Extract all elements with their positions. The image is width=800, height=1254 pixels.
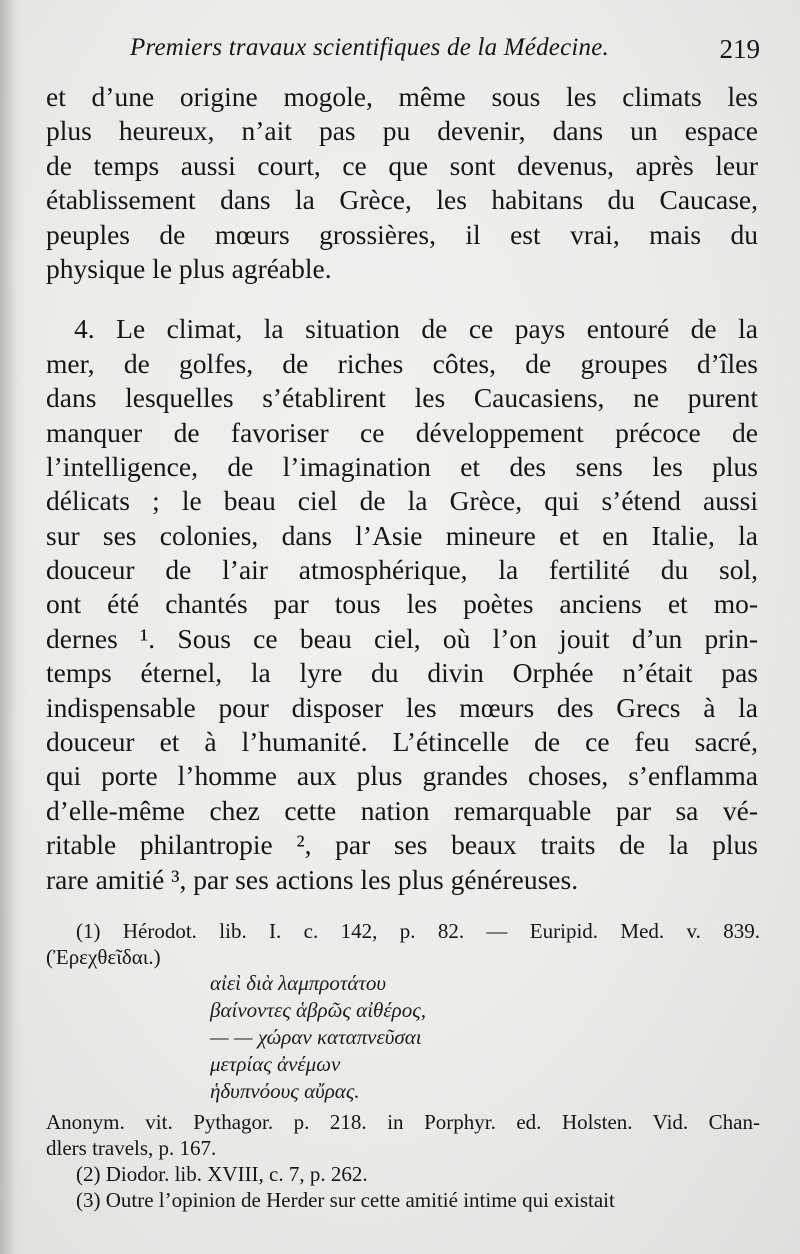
text-line: et d’une origine mogole, même sous les climats les bbox=[46, 81, 758, 112]
text-line: d’elle-même chez cette nation remarquable par sa vé- bbox=[46, 794, 758, 826]
greek-line: βαίνοντες ἁβρῶς αἰθέρος, bbox=[210, 998, 426, 1022]
greek-line: μετρίας ἀνέμων bbox=[210, 1052, 341, 1076]
footnote-1-line: dlers travels, p. 167. bbox=[46, 1136, 217, 1160]
footnote-3: (3) Outre l’opinion de Herder sur cette amitié intime qui existait bbox=[76, 1188, 615, 1212]
paragraph-2 bbox=[46, 312, 758, 897]
greek-line: ἡδυπνόους αὔρας. bbox=[210, 1079, 360, 1103]
text-line: 4. Le climat, la situation de ce pays entouré de la bbox=[74, 313, 758, 345]
text-line: douceur et à l’humanité. L’étincelle de ce feu sacré, bbox=[46, 726, 758, 758]
text-line: l’intelligence, de l’imagination et des sens les plus bbox=[46, 450, 758, 482]
text-line: dans lesquelles s’établirent les Caucasiens, ne purent bbox=[46, 382, 758, 414]
footnote-1-line: Anonym. vit. Pythagor. p. 218. in Porphyr. ed. Holsten. Vid. Chan- bbox=[46, 1110, 760, 1134]
main-text bbox=[46, 80, 758, 897]
text-line: mer, de golfes, de riches côtes, de groupes d’îles bbox=[46, 347, 758, 379]
text-line: sur ses colonies, dans l’Asie mineure et en Italie, la bbox=[46, 519, 758, 551]
text-line: délicats ; le beau ciel de la Grèce, qui s’étend aussi bbox=[46, 485, 758, 517]
text-line: qui porte l’homme aux plus grandes choses, s’enflamma bbox=[46, 760, 758, 792]
page-number: 219 bbox=[719, 34, 760, 64]
text-line: dernes ¹. Sous ce beau ciel, où l’on jouit d’un prin- bbox=[46, 622, 758, 654]
footnote-2: (2) Diodor. lib. XVIII, c. 7, p. 262. bbox=[76, 1162, 368, 1186]
greek-line: — — χώραν καταπνεῦσαι bbox=[210, 1025, 422, 1049]
greek-line: αἰεὶ διὰ λαμπροτάτου bbox=[210, 971, 387, 995]
paragraph-1 bbox=[46, 80, 758, 286]
text-line: manquer de favoriser ce développement précoce de bbox=[46, 416, 758, 448]
footnote-1-line: (1) Hérodot. lib. I. c. 142, p. 82. — Euripid. Med. v. 839. bbox=[76, 919, 760, 943]
running-title: Premiers travaux scientifiques de la Médecine. bbox=[130, 34, 609, 61]
page-header bbox=[130, 34, 760, 74]
text-line: peuples de mœurs grossières, il est vrai, mais du bbox=[46, 218, 758, 250]
text-line: établissement dans la Grèce, les habitans du Caucase, bbox=[46, 184, 758, 216]
text-line: temps éternel, la lyre du divin Orphée n’était pas bbox=[46, 657, 758, 689]
text-line: de temps aussi court, ce que sont devenus, après leur bbox=[46, 149, 758, 181]
text-line: douceur de l’air atmosphérique, la fertilité du sol, bbox=[46, 554, 758, 586]
text-line: plus heureux, n’ait pas pu devenir, dans un espace bbox=[46, 115, 758, 147]
paragraph-spacer bbox=[46, 286, 758, 312]
greek-quotation bbox=[210, 970, 760, 1105]
text-line: indispensable pour disposer les mœurs des Grecs à la bbox=[46, 691, 758, 723]
page-gutter-shadow bbox=[0, 0, 26, 1254]
text-line: rare amitié ³, par ses actions les plus généreuses. bbox=[46, 863, 579, 895]
text-line: physique le plus agréable. bbox=[46, 252, 332, 284]
text-line: ritable philantropie ², par ses beaux traits de la plus bbox=[46, 829, 758, 861]
footnotes bbox=[46, 918, 760, 1213]
text-line: ont été chantés par tous les poètes anciens et mo- bbox=[46, 588, 758, 620]
footnote-1-line: (Ἐρεχθεῖδαι.) bbox=[46, 945, 161, 969]
